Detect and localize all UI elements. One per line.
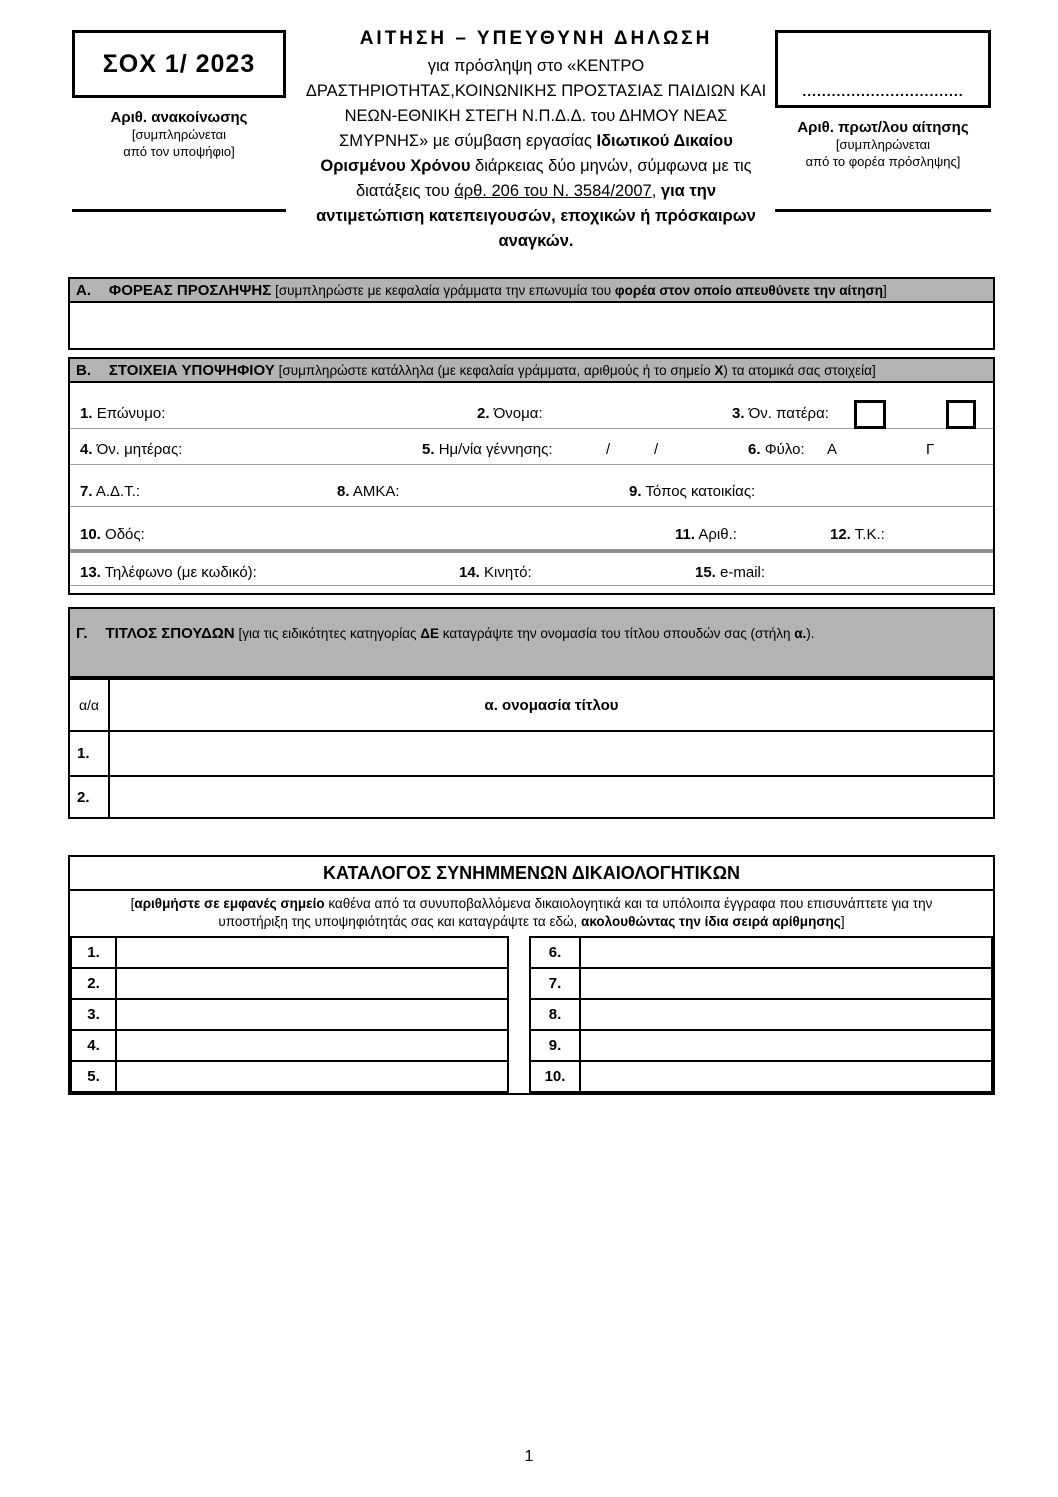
field-text: Τηλέφωνο (με κωδικό): [104, 564, 257, 581]
field-phone [80, 564, 257, 581]
degree-row-2 [69, 776, 994, 818]
section-b-letter: Β. [76, 362, 91, 379]
doc-input-1[interactable] [116, 937, 508, 968]
section-c-hint-prefix: [για τις ειδικότητες κατηγορίας [238, 626, 421, 641]
section-b-bottom-spacer [70, 586, 993, 593]
field-email [695, 564, 765, 581]
field-number: 5. [422, 441, 435, 458]
protocol-header [775, 30, 991, 170]
doc-number-9: 9. [530, 1030, 580, 1061]
doc-number-1: 1. [71, 937, 116, 968]
documents-row [71, 1030, 992, 1061]
announcement-subcaption-1: [συμπληρώνεται [131, 127, 227, 142]
column-gap [508, 1030, 530, 1061]
degree-row-2-input[interactable] [109, 776, 994, 818]
doc-input-3[interactable] [116, 999, 508, 1030]
documents-list-table [70, 936, 993, 1093]
field-text: Τ.Κ.: [854, 526, 885, 543]
form-title-block [305, 28, 767, 254]
field-text: Τόπος κατοικίας: [645, 483, 756, 500]
section-b-header [70, 359, 993, 383]
field-text: Κινητό: [484, 564, 532, 581]
doc-input-2[interactable] [116, 968, 508, 999]
field-surname [80, 405, 165, 422]
sex-female-label: Γ [926, 441, 935, 458]
section-c-letter: Γ. [76, 625, 88, 642]
subtitle-segment-2: διάρκειας δύο μηνών, σύμφωνα με τις διατάξεις του [355, 157, 752, 200]
documents-row [71, 937, 992, 968]
degree-table-header-row [69, 679, 994, 731]
section-b-candidate-details [68, 357, 995, 595]
field-number: 3. [732, 405, 745, 422]
doc-input-8[interactable] [580, 999, 992, 1030]
section-c-hint-mid: καταγράψτε την ονομασία του τίτλου σπουδών σας (στήλη [439, 626, 795, 641]
subtitle-bold-contract: Ιδιωτικού Δικαίου Ορισμένου Χρόνου [320, 132, 733, 175]
catalog-hint-close: ] [840, 914, 845, 929]
field-number: 2. [477, 405, 490, 422]
field-number: 14. [459, 564, 480, 581]
sex-male-label: Α [827, 441, 838, 458]
field-text: Όνομα: [493, 405, 543, 422]
doc-number-2: 2. [71, 968, 116, 999]
documents-row [71, 999, 992, 1030]
field-text: Φύλο: [764, 441, 805, 458]
announcement-header [72, 30, 286, 160]
field-sex [748, 441, 805, 458]
protocol-dotted-line: ................................. [802, 83, 964, 99]
degree-row-1-input[interactable] [109, 731, 994, 776]
section-c-title: ΤΙΤΛΟΣ ΣΠΟΥΔΩΝ [105, 625, 235, 642]
doc-input-4[interactable] [116, 1030, 508, 1061]
section-a-hint-prefix: [συμπληρώστε με κεφαλαία γράμματα την επωνυμία του [275, 283, 615, 298]
announcement-number-box[interactable] [72, 30, 286, 98]
field-mobile [459, 564, 532, 581]
field-number: 8. [337, 483, 350, 500]
section-b-hint-suffix: ) τα ατομικά σας στοιχεία] [723, 363, 876, 378]
doc-input-5[interactable] [116, 1061, 508, 1092]
protocol-caption: Αριθ. πρωτ/λου αίτησης [797, 119, 969, 136]
field-number: 13. [80, 564, 101, 581]
documents-row [71, 1061, 992, 1092]
doc-input-6[interactable] [580, 937, 992, 968]
documents-row [71, 968, 992, 999]
degree-row-1 [69, 731, 994, 776]
page-number: 1 [524, 1448, 534, 1465]
doc-number-5: 5. [71, 1061, 116, 1092]
fields-row-4[interactable] [70, 507, 993, 553]
doc-number-10: 10. [530, 1061, 580, 1092]
announcement-caption: Αριθ. ανακοίνωσης [110, 109, 248, 126]
section-a-title: ΦΟΡΕΑΣ ΠΡΟΣΛΗΨΗΣ [108, 282, 272, 299]
fields-row-5[interactable] [70, 553, 993, 586]
degree-row-2-number: 2. [69, 776, 109, 818]
field-street [80, 526, 145, 543]
section-c-header [68, 607, 995, 678]
field-id-number [80, 483, 140, 500]
field-text: Οδός: [105, 526, 145, 543]
doc-number-3: 3. [71, 999, 116, 1030]
birthdate-slash-2: / [654, 441, 659, 458]
field-number: 10. [80, 526, 101, 543]
field-number: 11. [675, 526, 696, 543]
announcement-code: ΣΟΧ 1/ 2023 [102, 49, 256, 78]
field-text: Αριθ.: [698, 526, 737, 543]
degree-col-title-header: α. ονομασία τίτλου [109, 679, 994, 731]
attached-documents-section [68, 855, 995, 1095]
field-number: 9. [629, 483, 642, 500]
subtitle-law-reference: άρθ. 206 του Ν. 3584/2007 [454, 182, 652, 200]
field-number: 4. [80, 441, 93, 458]
sex-female-checkbox[interactable] [946, 400, 976, 429]
subtitle-segment-3: , [651, 182, 661, 200]
field-text: ΑΜΚΑ: [352, 483, 400, 500]
section-c-hint [239, 626, 815, 641]
section-b-hint-bold: Χ [714, 363, 724, 378]
degree-row-1-number: 1. [69, 731, 109, 776]
field-text: Επώνυμο: [96, 405, 166, 422]
fields-row-1[interactable] [70, 383, 993, 429]
field-number: 15. [695, 564, 716, 581]
field-text: Όν. μητέρας: [96, 441, 183, 458]
degree-title-table [68, 678, 995, 819]
field-text: Όν. πατέρα: [748, 405, 829, 422]
protocol-number-box[interactable] [775, 30, 991, 108]
fields-row-3[interactable] [70, 465, 993, 507]
field-text: Ημ/νία γέννησης: [438, 441, 553, 458]
field-birthdate [422, 441, 553, 458]
field-number: 1. [80, 405, 93, 422]
section-c-hint-bold-de: ΔΕ [420, 626, 439, 641]
column-gap [508, 999, 530, 1030]
field-text: Α.Δ.Τ.: [95, 483, 141, 500]
left-divider-line [72, 209, 286, 212]
field-mother-name [80, 441, 182, 458]
section-a-hint-suffix: ] [883, 283, 887, 298]
doc-input-10[interactable] [580, 1061, 992, 1092]
field-residence [629, 483, 755, 500]
protocol-subcaption-2: από το φορέα πρόσληψης] [805, 154, 961, 169]
subtitle-segment-1: για πρόσληψη στο «ΚΕΝΤΡΟ ΔΡΑΣΤΗΡΙΟΤΗΤΑΣ,ΚΟΙΝΩΝΙΚΗΣ ΠΡΟΣΤΑΣΙΑΣ ΠΑΙΔΙΩΝ ΚΑΙ ΝΕΩΝ-ΕΘΝΙΚΗ ΣΤΕΓΗ Ν.Π.Δ.Δ. του ΔΗΜΟΥ ΝΕΑΣ ΣΜΥΡΝΗΣ» με σύμβαση εργασίας [305, 57, 767, 150]
catalog-title: ΚΑΤΑΛΟΓΟΣ ΣΥΝΗΜΜΕΝΩΝ ΔΙΚΑΙΟΛΟΓΗΤΙΚΩΝ [70, 857, 993, 891]
birthdate-slash-1: / [606, 441, 611, 458]
catalog-hint-open: [ [130, 896, 135, 911]
field-number: 6. [748, 441, 761, 458]
section-a-header [70, 279, 993, 303]
column-gap [508, 1061, 530, 1092]
protocol-subcaption-1: [συμπληρώνεται [835, 137, 931, 152]
section-a-hint [275, 283, 887, 298]
doc-input-7[interactable] [580, 968, 992, 999]
form-subtitle [305, 54, 767, 254]
field-father-name [732, 405, 829, 422]
section-b-hint [279, 363, 876, 378]
subtitle-bold-purpose: για την αντιμετώπιση κατεπειγουσών, εποχικών ή πρόσκαιρων αναγκών. [316, 182, 756, 250]
field-street-number [675, 526, 737, 543]
doc-number-6: 6. [530, 937, 580, 968]
catalog-hint-bold-1: αριθμήστε σε εμφανές σημείο [134, 896, 325, 911]
section-b-title: ΣΤΟΙΧΕΙΑ ΥΠΟΨΗΦΙΟΥ [108, 362, 275, 379]
form-title: ΑΙΤΗΣΗ – ΥΠΕΥΘΥΝΗ ΔΗΛΩΣΗ [359, 28, 713, 49]
field-firstname [477, 405, 543, 422]
catalog-hint [70, 891, 993, 936]
section-a-employer [68, 277, 995, 350]
right-divider-line [775, 209, 991, 212]
fields-row-2[interactable] [70, 429, 993, 465]
section-b-hint-prefix: [συμπληρώστε κατάλληλα (με κεφαλαία γράμματα, αριθμούς ή το σημείο [278, 363, 715, 378]
field-amka [337, 483, 400, 500]
doc-number-8: 8. [530, 999, 580, 1030]
doc-number-4: 4. [71, 1030, 116, 1061]
doc-input-9[interactable] [580, 1030, 992, 1061]
catalog-hint-mid: καθένα από τα συνυποβαλλόμενα δικαιολογητικά και τα υπόλοιπα έγγραφα που επισυνάπτετε για την υποστήριξη της υποψηφιότητάς σας και καταγράψτε τα εδώ, [218, 896, 933, 929]
field-postal-code [830, 526, 885, 543]
section-c-hint-suffix: ). [806, 626, 815, 641]
section-a-hint-bold: φορέα στον οποίο απευθύνετε την αίτηση [614, 283, 884, 298]
section-a-letter: Α. [76, 282, 91, 299]
field-number: 7. [80, 483, 93, 500]
catalog-hint-bold-2: ακολουθώντας την ίδια σειρά αρίθμησης [581, 914, 841, 929]
column-gap [508, 937, 530, 968]
section-c-hint-bold-a: α. [794, 626, 807, 641]
doc-number-7: 7. [530, 968, 580, 999]
field-number: 12. [830, 526, 851, 543]
column-gap [508, 968, 530, 999]
sex-male-checkbox[interactable] [854, 400, 886, 429]
degree-col-index-header: α/α [69, 679, 109, 731]
employer-name-input-area[interactable] [70, 303, 993, 348]
announcement-subcaption-2: από τον υποψήφιο] [123, 144, 235, 159]
field-text: e-mail: [720, 564, 766, 581]
